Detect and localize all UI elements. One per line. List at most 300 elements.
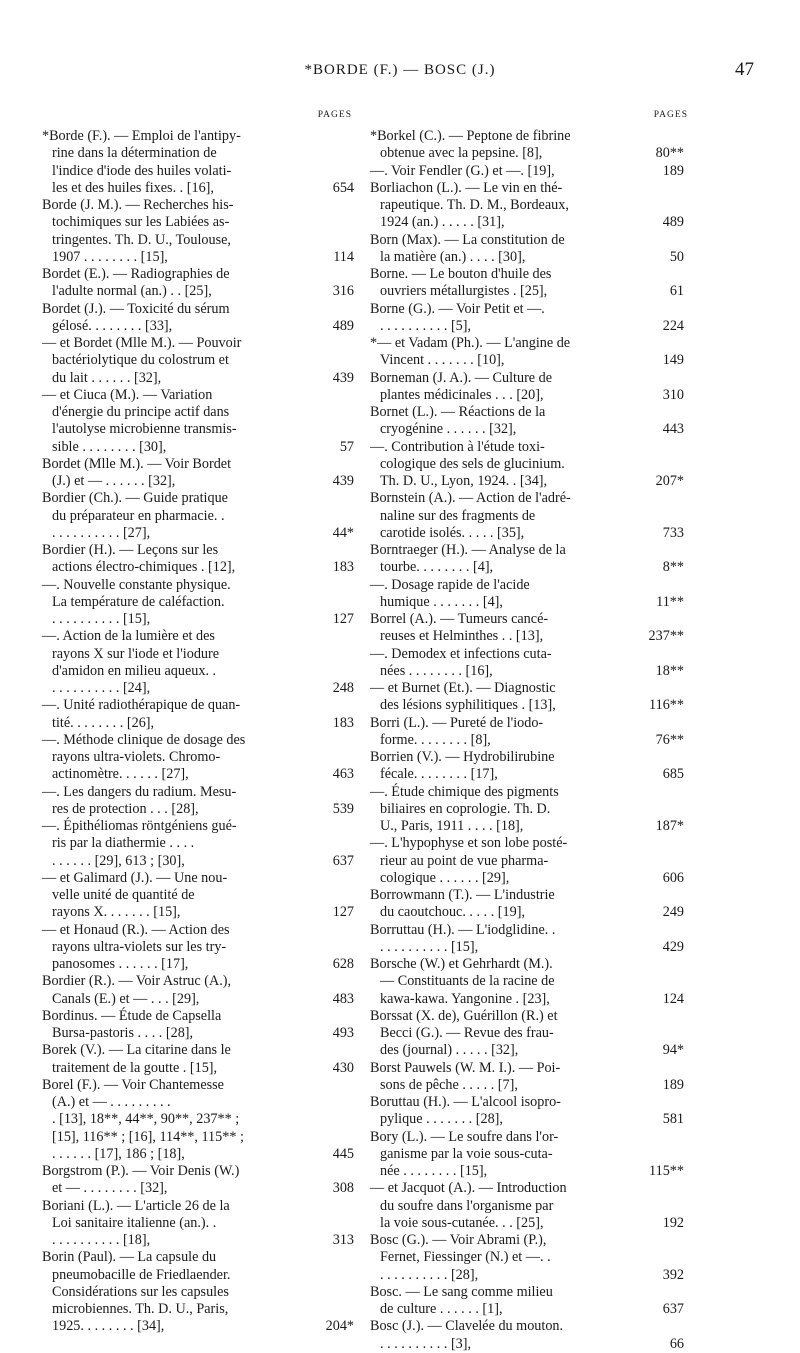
entry-line bbox=[370, 594, 686, 611]
entry-page-ref: 429 bbox=[662, 938, 684, 955]
entry-text: Bordet (E.). — Radiographies de bbox=[42, 266, 230, 282]
entry-text: du préparateur en pharmacie. . bbox=[52, 507, 225, 524]
entry-line bbox=[370, 680, 686, 697]
entry-text: Borntraeger (H.). — Analyse de la bbox=[370, 542, 566, 558]
entry-text: Borde (J. M.). — Recherches his- bbox=[42, 197, 234, 213]
entry-page-ref: 308 bbox=[332, 1180, 354, 1197]
entry-page-ref: 127 bbox=[332, 611, 354, 627]
entry-line bbox=[370, 214, 686, 231]
entry-text: actinomètre. . . . . . [27], bbox=[52, 766, 189, 783]
entry-line bbox=[370, 1301, 686, 1318]
entry-page-ref: 539 bbox=[332, 800, 354, 817]
entry-text: Fernet, Fiessinger (N.) et —. . bbox=[380, 1249, 551, 1266]
entry-page-ref: 439 bbox=[332, 473, 354, 489]
index-entry bbox=[370, 715, 686, 750]
entry-line bbox=[42, 542, 356, 559]
entry-text: sons de pêche . . . . . [7], bbox=[380, 1076, 518, 1093]
entry-line bbox=[370, 801, 686, 818]
entry-text: cologique des sels de glucinium. bbox=[380, 455, 565, 472]
index-entry bbox=[42, 1008, 356, 1043]
entry-line bbox=[42, 628, 356, 645]
entry-text: obtenue avec la pepsine. [8], bbox=[380, 145, 543, 162]
entry-line bbox=[370, 439, 686, 456]
entry-text: Borrien (V.). — Hydrobilirubine bbox=[370, 749, 555, 765]
entry-line bbox=[42, 870, 356, 887]
entry-text: et — . . . . . . . . [32], bbox=[52, 1180, 168, 1197]
entry-line bbox=[370, 1267, 686, 1284]
entry-line bbox=[42, 1249, 356, 1266]
entry-text: —. Méthode clinique de dosage des bbox=[42, 731, 246, 748]
entry-line bbox=[370, 404, 686, 421]
entry-line bbox=[42, 197, 356, 214]
entry-line bbox=[370, 887, 686, 904]
entry-text: 1907 . . . . . . . . [15], bbox=[52, 248, 168, 265]
index-entry bbox=[42, 456, 356, 491]
entry-line bbox=[370, 870, 686, 887]
entry-line bbox=[42, 646, 356, 663]
entry-line bbox=[370, 1111, 686, 1128]
entry-text: —. Épithéliomas röntgéniens gué- bbox=[42, 818, 237, 834]
entry-line bbox=[370, 1025, 686, 1042]
index-entry bbox=[42, 1163, 356, 1198]
entry-page-ref: 637 bbox=[332, 852, 354, 869]
entry-page-ref: 310 bbox=[662, 386, 684, 403]
entry-line bbox=[370, 525, 686, 542]
index-entry bbox=[370, 128, 686, 163]
entry-page-ref: 489 bbox=[662, 214, 684, 231]
entry-text: Bory (L.). — Le soufre dans l'or- bbox=[370, 1128, 559, 1145]
entry-line bbox=[370, 784, 686, 801]
entry-text: 1924 (an.) . . . . . [31], bbox=[380, 214, 505, 231]
entry-line bbox=[370, 1249, 686, 1266]
entry-text: Borri (L.). — Pureté de l'iodo- bbox=[370, 714, 544, 731]
entry-page-ref: 116** bbox=[649, 697, 684, 714]
entry-line bbox=[370, 128, 686, 145]
entry-text: des lésions syphilitiques . [13], bbox=[380, 697, 556, 714]
entry-text: Borrowmann (T.). — L'industrie bbox=[370, 887, 555, 903]
running-title: *BORDE (F.) — BOSC (J.) bbox=[304, 62, 496, 78]
entry-line bbox=[370, 283, 686, 300]
entry-text: cryogénine . . . . . . [32], bbox=[380, 421, 517, 438]
entry-page-ref: 50 bbox=[669, 248, 684, 265]
entry-text: les et des huiles fixes. . [16], bbox=[52, 179, 214, 196]
entry-text: Borneman (J. A.). — Culture de bbox=[370, 369, 553, 386]
entry-text: . [13], 18**, 44**, 90**, 237** ; bbox=[52, 1111, 240, 1128]
entry-text: rapeutique. Th. D. M., Bordeaux, bbox=[380, 197, 569, 213]
entry-line bbox=[42, 387, 356, 404]
entry-text: Borrel (A.). — Tumeurs cancé- bbox=[370, 611, 549, 627]
entry-line bbox=[42, 939, 356, 956]
entry-line bbox=[370, 163, 686, 180]
entry-line bbox=[42, 352, 356, 369]
entry-page-ref: 685 bbox=[662, 766, 684, 783]
index-entry bbox=[370, 163, 686, 180]
entry-text: Borek (V.). — La citarine dans le bbox=[42, 1042, 231, 1059]
entry-page-ref: 149 bbox=[662, 352, 684, 369]
index-entry bbox=[370, 784, 686, 836]
entry-line bbox=[370, 1318, 686, 1335]
entry-page-ref: 733 bbox=[662, 524, 684, 541]
entry-text: actions électro-chimiques . [12], bbox=[52, 559, 236, 576]
index-entry bbox=[42, 922, 356, 974]
entry-text: U., Paris, 1911 . . . . [18], bbox=[380, 818, 524, 834]
entry-text: Loi sanitaire italienne (an.). . bbox=[52, 1214, 217, 1231]
index-entry bbox=[370, 887, 686, 922]
entry-line bbox=[370, 818, 686, 835]
index-entry bbox=[370, 749, 686, 784]
entry-line bbox=[370, 939, 686, 956]
entry-text: Borne (G.). — Voir Petit et —. bbox=[370, 300, 545, 317]
entry-text: *— et Vadam (Ph.). — L'angine de bbox=[370, 335, 571, 351]
entry-line bbox=[42, 1077, 356, 1094]
entry-page-ref: 183 bbox=[332, 559, 354, 576]
entry-page-ref: 313 bbox=[332, 1232, 354, 1248]
entry-text: (J.) et — . . . . . . [32], bbox=[52, 473, 176, 489]
entry-text: . . . . . . . . . . [5], bbox=[380, 317, 472, 334]
entry-page-ref: 207* bbox=[655, 473, 684, 489]
entry-line bbox=[370, 1215, 686, 1232]
entry-line bbox=[42, 1318, 356, 1335]
index-entry bbox=[42, 335, 356, 387]
entry-text: de culture . . . . . . [1], bbox=[380, 1301, 503, 1317]
entry-line bbox=[370, 197, 686, 214]
entry-page-ref: 124 bbox=[662, 990, 684, 1007]
entry-page-ref: 581 bbox=[662, 1111, 684, 1128]
entry-text: Vincent . . . . . . . [10], bbox=[380, 352, 505, 369]
entry-text: Th. D. U., Lyon, 1924. . [34], bbox=[380, 473, 548, 489]
entry-text: traitement de la goutte . [15], bbox=[52, 1059, 218, 1076]
entry-text: née . . . . . . . . [15], bbox=[380, 1163, 488, 1179]
entry-line bbox=[42, 594, 356, 611]
index-entry bbox=[42, 628, 356, 697]
entry-page-ref: 183 bbox=[332, 714, 354, 731]
entry-text: (A.) et — . . . . . . . . . bbox=[52, 1094, 171, 1110]
entry-text: ris par la diathermie . . . . bbox=[52, 835, 195, 852]
entry-text: —. Unité radiothérapique de quan- bbox=[42, 697, 241, 714]
entry-line bbox=[370, 180, 686, 197]
entry-line bbox=[42, 490, 356, 507]
entry-text: tringentes. Th. D. U., Toulouse, bbox=[52, 231, 231, 248]
entry-line bbox=[42, 1094, 356, 1111]
entry-line bbox=[42, 818, 356, 835]
index-entry bbox=[42, 818, 356, 870]
entry-line bbox=[42, 611, 356, 628]
index-entry bbox=[370, 1318, 686, 1353]
index-entry bbox=[370, 956, 686, 1008]
entry-text: —. L'hypophyse et son lobe posté- bbox=[370, 835, 568, 852]
index-entry bbox=[370, 1060, 686, 1095]
index-entry bbox=[370, 646, 686, 681]
entry-line bbox=[370, 266, 686, 283]
entry-line bbox=[42, 163, 356, 180]
entry-line bbox=[370, 352, 686, 369]
entry-text: plantes médicinales . . . [20], bbox=[380, 386, 544, 403]
entry-text: — et Jacquot (A.). — Introduction bbox=[370, 1180, 567, 1197]
entry-line bbox=[370, 370, 686, 387]
entry-line bbox=[42, 835, 356, 852]
entry-text: . . . . . . . . . . [15], bbox=[52, 611, 151, 627]
pages-column-label: PAGES bbox=[653, 110, 688, 120]
entry-text: *Borde (F.). — Emploi de l'antipy- bbox=[42, 128, 241, 144]
entry-line bbox=[42, 1163, 356, 1180]
entry-line bbox=[42, 680, 356, 697]
entry-text: . . . . . . . . . . [27], bbox=[52, 524, 151, 541]
entry-text: nées . . . . . . . . [16], bbox=[380, 662, 493, 679]
entry-line bbox=[370, 421, 686, 438]
entry-line bbox=[370, 232, 686, 249]
entry-line bbox=[42, 1111, 356, 1128]
entry-line bbox=[370, 1163, 686, 1180]
index-entry bbox=[370, 301, 686, 336]
entry-line bbox=[370, 559, 686, 576]
entry-text: . . . . . . [17], 186 ; [18], bbox=[52, 1145, 185, 1162]
entry-text: rine dans la détermination de bbox=[52, 145, 217, 162]
entry-text: Becci (G.). — Revue des frau- bbox=[380, 1025, 554, 1041]
entry-line bbox=[370, 1042, 686, 1059]
entry-page-ref: 489 bbox=[332, 317, 354, 334]
index-entry bbox=[42, 301, 356, 336]
entry-line bbox=[370, 922, 686, 939]
entry-text: . . . . . . . . . . [24], bbox=[52, 680, 151, 696]
entry-page-ref: 483 bbox=[332, 990, 354, 1007]
entry-page-ref: 248 bbox=[332, 680, 354, 696]
entry-text: microbiennes. Th. D. U., Paris, bbox=[52, 1301, 229, 1317]
entry-page-ref: 249 bbox=[662, 904, 684, 921]
entry-line bbox=[370, 1284, 686, 1301]
entry-line bbox=[370, 715, 686, 732]
entry-line bbox=[42, 697, 356, 714]
entry-list bbox=[42, 128, 356, 1336]
entry-page-ref: 61 bbox=[669, 283, 684, 300]
entry-line bbox=[370, 387, 686, 404]
entry-text: cologique . . . . . . [29], bbox=[380, 869, 510, 886]
entry-text: du caoutchouc. . . . . [19], bbox=[380, 904, 525, 921]
entry-line bbox=[370, 1232, 686, 1249]
entry-text: Bosc. — Le sang comme milieu bbox=[370, 1283, 553, 1300]
entry-text: —. Nouvelle constante physique. bbox=[42, 576, 231, 593]
entry-text: Bordier (R.). — Voir Astruc (A.), bbox=[42, 973, 232, 990]
entry-text: Bursa-pastoris . . . . [28], bbox=[52, 1025, 194, 1041]
entry-line bbox=[42, 853, 356, 870]
index-entry bbox=[42, 1249, 356, 1335]
entry-text: 1925. . . . . . . . [34], bbox=[52, 1318, 165, 1335]
entry-page-ref: 18** bbox=[655, 662, 684, 679]
entry-text: reuses et Helminthes . . [13], bbox=[380, 628, 544, 645]
entry-text: tourbe. . . . . . . . [4], bbox=[380, 559, 494, 576]
entry-line bbox=[42, 232, 356, 249]
entry-text: . . . . . . . . . . [3], bbox=[380, 1335, 472, 1352]
index-entry bbox=[42, 1077, 356, 1163]
entry-text: — Constituants de la racine de bbox=[380, 973, 555, 990]
index-entry bbox=[370, 1008, 686, 1060]
entry-text: humique . . . . . . . [4], bbox=[380, 593, 503, 610]
entry-text: pylique . . . . . . . [28], bbox=[380, 1111, 503, 1128]
entry-text: fécale. . . . . . . . [17], bbox=[380, 766, 498, 783]
entry-line bbox=[370, 732, 686, 749]
entry-text: *Borkel (C.). — Peptone de fibrine bbox=[370, 128, 571, 144]
entry-text: —. Action de la lumière et des bbox=[42, 628, 215, 645]
index-entry bbox=[370, 370, 686, 405]
entry-line bbox=[370, 766, 686, 783]
entry-line bbox=[42, 1008, 356, 1025]
entry-line bbox=[370, 991, 686, 1008]
index-entry bbox=[370, 232, 686, 267]
index-entry bbox=[370, 1094, 686, 1129]
entry-text: Borst Pauwels (W. M. I.). — Poi- bbox=[370, 1059, 561, 1076]
entry-line bbox=[42, 577, 356, 594]
entry-line bbox=[370, 542, 686, 559]
entry-page-ref: 654 bbox=[332, 179, 354, 196]
entry-list bbox=[370, 128, 686, 1353]
entry-text: des (journal) . . . . . [32], bbox=[380, 1042, 519, 1059]
entry-page-ref: 392 bbox=[662, 1266, 684, 1283]
index-entry bbox=[370, 335, 686, 370]
entry-line bbox=[370, 749, 686, 766]
entry-text: du lait . . . . . . [32], bbox=[52, 369, 162, 386]
entry-line bbox=[42, 508, 356, 525]
entry-line bbox=[42, 1198, 356, 1215]
entry-text: la matière (an.) . . . . [30], bbox=[380, 248, 526, 265]
entry-line bbox=[42, 887, 356, 904]
entry-page-ref: 187* bbox=[655, 818, 684, 834]
entry-page-ref: 606 bbox=[662, 869, 684, 886]
entry-text: —. Contribution à l'étude toxi- bbox=[370, 438, 545, 455]
entry-line bbox=[42, 301, 356, 318]
entry-page-ref: 445 bbox=[332, 1145, 354, 1162]
index-entry bbox=[370, 1180, 686, 1232]
entry-text: —. Les dangers du radium. Mesu- bbox=[42, 783, 237, 800]
entry-page-ref: 316 bbox=[332, 283, 354, 300]
entry-text: —. Dosage rapide de l'acide bbox=[370, 576, 530, 593]
index-entry bbox=[370, 611, 686, 646]
index-entry bbox=[370, 439, 686, 491]
entry-page-ref: 439 bbox=[332, 369, 354, 386]
index-entry bbox=[370, 542, 686, 577]
entry-line bbox=[42, 663, 356, 680]
entry-text: . . . . . . . . . . [15], bbox=[380, 938, 479, 955]
entry-line bbox=[370, 490, 686, 507]
index-entry bbox=[42, 870, 356, 922]
entry-line bbox=[42, 766, 356, 783]
entry-text: kawa-kawa. Yangonine . [23], bbox=[380, 990, 550, 1007]
index-entry bbox=[42, 1042, 356, 1077]
entry-text: Borruttau (H.). — L'iodglidine. . bbox=[370, 921, 556, 938]
entry-line bbox=[370, 611, 686, 628]
entry-text: . . . . . . . . . . [18], bbox=[52, 1232, 151, 1248]
index-entry bbox=[370, 1232, 686, 1284]
entry-line bbox=[42, 1180, 356, 1197]
entry-text: rayons ultra-violets sur les try- bbox=[52, 938, 227, 955]
index-entry bbox=[370, 490, 686, 542]
entry-text: . . . . . . . . . . [28], bbox=[380, 1266, 479, 1283]
entry-text: d'amidon en milieu aqueux. . bbox=[52, 662, 217, 679]
index-entry bbox=[42, 577, 356, 629]
entry-line bbox=[370, 335, 686, 352]
entry-text: tité. . . . . . . . [26], bbox=[52, 714, 155, 731]
entry-text: Borsche (W.) et Gehrhardt (M.). bbox=[370, 956, 553, 972]
entry-text: Canals (E.) et — . . . [29], bbox=[52, 990, 200, 1007]
index-column-left bbox=[42, 110, 356, 1335]
entry-text: Bordier (Ch.). — Guide pratique bbox=[42, 490, 228, 507]
index-entry bbox=[42, 1198, 356, 1250]
entry-line bbox=[370, 456, 686, 473]
entry-line bbox=[42, 1232, 356, 1249]
entry-text: d'énergie du principe actif dans bbox=[52, 404, 230, 420]
entry-line bbox=[370, 249, 686, 266]
entry-line bbox=[42, 335, 356, 352]
entry-text: l'indice d'iode des huiles volati- bbox=[52, 162, 232, 179]
entry-text: Bordet (J.). — Toxicité du sérum bbox=[42, 300, 230, 317]
entry-line bbox=[370, 646, 686, 663]
entry-line bbox=[42, 559, 356, 576]
entry-line bbox=[42, 370, 356, 387]
entry-text: Borne. — Le bouton d'huile des bbox=[370, 266, 552, 282]
entry-text: rayons ultra-violets. Chromo- bbox=[52, 749, 221, 765]
index-column-right bbox=[370, 110, 688, 1352]
entry-page-ref: 628 bbox=[332, 956, 354, 972]
entry-page-ref: 11** bbox=[656, 593, 684, 610]
entry-page-ref: 57 bbox=[339, 438, 354, 455]
entry-line bbox=[370, 318, 686, 335]
entry-page-ref: 237** bbox=[648, 628, 684, 645]
index-entry bbox=[42, 387, 356, 456]
entry-text: . . . . . . [29], 613 ; [30], bbox=[52, 852, 185, 869]
entry-page-ref: 94* bbox=[662, 1042, 684, 1059]
entry-line bbox=[42, 214, 356, 231]
index-entry bbox=[42, 197, 356, 266]
entry-line bbox=[370, 301, 686, 318]
entry-page-ref: 189 bbox=[662, 1076, 684, 1093]
entry-text: bactériolytique du colostrum et bbox=[52, 352, 229, 369]
entry-line bbox=[42, 180, 356, 197]
entry-line bbox=[42, 749, 356, 766]
entry-text: Bosc (J.). — Clavelée du mouton. bbox=[370, 1318, 564, 1335]
entry-text: pneumobacille de Friedlaender. bbox=[52, 1266, 231, 1283]
entry-line bbox=[370, 1198, 686, 1215]
entry-line bbox=[42, 439, 356, 456]
entry-line bbox=[42, 1301, 356, 1318]
entry-line bbox=[42, 715, 356, 732]
entry-text: —. Voir Fendler (G.) et —. [19], bbox=[370, 162, 555, 179]
entry-line bbox=[370, 1336, 686, 1353]
index-entry bbox=[42, 542, 356, 577]
entry-page-ref: 76** bbox=[655, 731, 684, 748]
entry-line bbox=[42, 456, 356, 473]
entry-text: — et Ciuca (M.). — Variation bbox=[42, 386, 213, 403]
entry-text: Considérations sur les capsules bbox=[52, 1283, 229, 1300]
entry-page-ref: 44* bbox=[332, 524, 354, 541]
running-head bbox=[0, 59, 800, 88]
entry-line bbox=[42, 473, 356, 490]
entry-page-ref: 127 bbox=[332, 904, 354, 921]
entry-line bbox=[370, 1008, 686, 1025]
entry-text: Boruttau (H.). — L'alcool isopro- bbox=[370, 1094, 561, 1110]
entry-text: Borliachon (L.). — Le vin en thé- bbox=[370, 179, 563, 196]
entry-page-ref: 114 bbox=[333, 248, 354, 265]
entry-text: — et Burnet (Et.). — Diagnostic bbox=[370, 680, 556, 696]
index-entry bbox=[42, 732, 356, 784]
entry-line bbox=[42, 249, 356, 266]
entry-text: forme. . . . . . . . [8], bbox=[380, 731, 491, 748]
entry-text: velle unité de quantité de bbox=[52, 887, 195, 903]
entry-text: Born (Max). — La constitution de bbox=[370, 231, 565, 248]
index-entry bbox=[370, 404, 686, 439]
entry-text: Borssat (X. de), Guérillon (R.) et bbox=[370, 1007, 558, 1024]
entry-line bbox=[370, 853, 686, 870]
entry-text: la voie sous-cutanée. . . [25], bbox=[380, 1214, 544, 1231]
entry-text: [15], 116** ; [16], 114**, 115** ; bbox=[52, 1128, 244, 1145]
entry-line bbox=[370, 473, 686, 490]
